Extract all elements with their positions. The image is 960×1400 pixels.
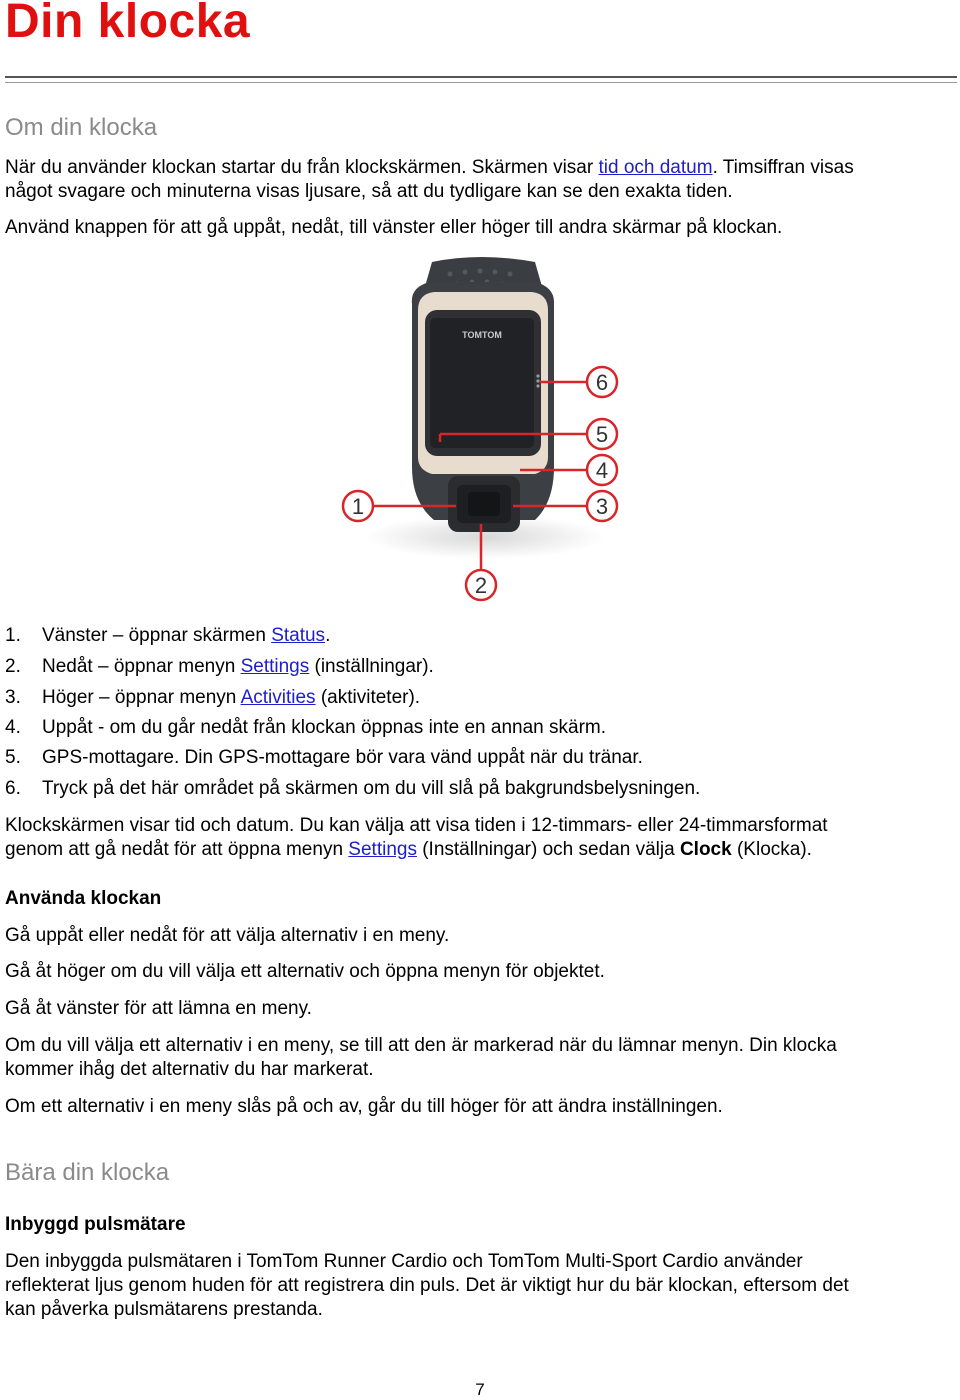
list-item-5 bbox=[5, 746, 643, 770]
using-para-4-line2: kommer ihåg det alternativ du har markerat. bbox=[5, 1059, 374, 1080]
list-number: 4. bbox=[5, 717, 21, 738]
section-heading-bara-din-klocka: Bära din klocka bbox=[5, 1159, 170, 1186]
heart-rate-line3: kan påverka pulsmätarens prestanda. bbox=[5, 1299, 323, 1320]
using-para-4-line1: Om du vill välja ett alternativ i en meny, se till att den är markerad när du lämnar menyn. Din klocka bbox=[5, 1035, 837, 1056]
navigation-paragraph: Använd knappen för att gå uppåt, nedåt, till vänster eller höger till andra skärmar på klockan. bbox=[5, 217, 783, 238]
subheading-inbyggd-pulsmatare: Inbyggd pulsmätare bbox=[5, 1214, 186, 1235]
list-number: 5. bbox=[5, 747, 21, 768]
subheading-anvanda-klockan: Använda klockan bbox=[5, 888, 162, 909]
using-para-3: Gå åt vänster för att lämna en meny. bbox=[5, 998, 312, 1019]
link-activities[interactable]: Activities bbox=[240, 687, 316, 708]
intro-text-line2: något svagare och minuterna visas ljusare, så att du tydligare kan se den exakta tiden. bbox=[5, 181, 733, 202]
list-text-end: (aktiviteter). bbox=[315, 687, 421, 708]
list-text: Nedåt – öppnar menyn bbox=[42, 656, 241, 677]
link-status[interactable]: Status bbox=[271, 625, 326, 646]
callout-label-2: 2 bbox=[474, 573, 488, 598]
using-para-1: Gå uppåt eller nedåt för att välja alternativ i en meny. bbox=[5, 925, 450, 946]
list-text-end: (inställningar). bbox=[309, 656, 434, 677]
clock-text: genom att gå nedåt för att öppna menyn bbox=[5, 839, 349, 860]
callout-label-5: 5 bbox=[595, 422, 609, 447]
using-para-5: Om ett alternativ i en meny slås på och av, går du till höger för att ändra inställningen. bbox=[5, 1096, 723, 1117]
callout-label-6: 6 bbox=[595, 370, 609, 395]
list-text: Höger – öppnar menyn bbox=[42, 687, 241, 708]
callout-label-3: 3 bbox=[595, 494, 609, 519]
heart-rate-line2: reflekterat ljus genom huden för att registrera din puls. Det är viktigt hur du bär klockan, eftersom det bbox=[5, 1275, 849, 1296]
clock-text-end: (Klocka). bbox=[731, 839, 812, 860]
list-item-2 bbox=[5, 655, 434, 679]
clock-bold-term: Clock bbox=[679, 839, 732, 860]
list-text-end: . bbox=[325, 625, 331, 646]
intro-paragraph bbox=[5, 156, 955, 204]
list-number: 2. bbox=[5, 656, 21, 677]
link-settings-2[interactable]: Settings bbox=[348, 839, 417, 860]
heart-rate-paragraph bbox=[5, 1250, 955, 1322]
page-title: Din klocka bbox=[5, 0, 251, 48]
title-rule bbox=[5, 76, 957, 78]
list-number: 6. bbox=[5, 778, 21, 799]
list-number: 3. bbox=[5, 687, 21, 708]
using-para-4 bbox=[5, 1034, 955, 1082]
list-text: GPS-mottagare. Din GPS-mottagare bör vara vänd uppåt när du tränar. bbox=[42, 747, 643, 768]
intro-text-cont: . Timsiffran visas bbox=[712, 157, 854, 178]
section-heading-om-din-klocka: Om din klocka bbox=[5, 114, 158, 141]
list-item-6 bbox=[5, 777, 700, 801]
callout-label-1: 1 bbox=[351, 494, 365, 519]
clock-text-mid: (Inställningar) och sedan välja bbox=[416, 839, 680, 860]
title-rule-thin bbox=[5, 82, 957, 83]
link-tid-och-datum[interactable]: tid och datum bbox=[598, 157, 713, 178]
watch-diagram bbox=[330, 252, 630, 608]
list-number: 1. bbox=[5, 625, 21, 646]
watch-brand-label: TOMTOM bbox=[462, 330, 502, 340]
heart-rate-line1: Den inbyggda pulsmätaren i TomTom Runner Cardio och TomTom Multi-Sport Cardio använder bbox=[5, 1251, 803, 1272]
clock-paragraph bbox=[5, 814, 955, 862]
clock-text-line1: Klockskärmen visar tid och datum. Du kan välja att visa tiden i 12-timmars- eller 24-timmarsformat bbox=[5, 815, 828, 836]
list-item-4 bbox=[5, 716, 606, 740]
callout-label-4: 4 bbox=[595, 458, 609, 483]
list-text: Tryck på det här området på skärmen om du vill slå på bakgrundsbelysningen. bbox=[42, 778, 701, 799]
list-item-3 bbox=[5, 686, 420, 710]
link-settings[interactable]: Settings bbox=[240, 656, 310, 677]
page-number: 7 bbox=[475, 1380, 485, 1399]
list-text: Vänster – öppnar skärmen bbox=[42, 625, 272, 646]
intro-text: När du använder klockan startar du från klockskärmen. Skärmen visar bbox=[5, 157, 599, 178]
list-item-1 bbox=[5, 624, 330, 648]
using-para-2: Gå åt höger om du vill välja ett alternativ och öppna menyn för objektet. bbox=[5, 961, 605, 982]
list-text: Uppåt - om du går nedåt från klockan öppnas inte en annan skärm. bbox=[42, 717, 607, 738]
